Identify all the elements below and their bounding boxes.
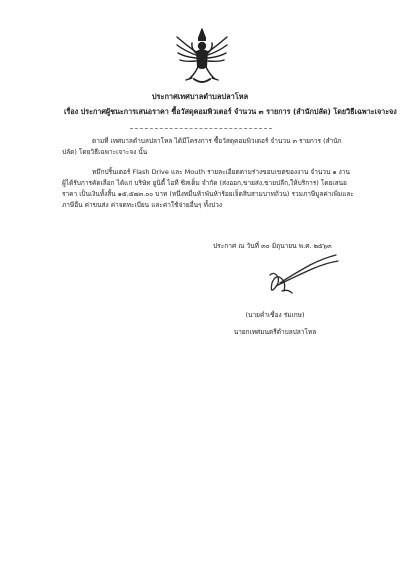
signer-name: (นายคำเชื่อง ร่มเกษ): [245, 311, 305, 319]
subject-label: เรื่อง: [64, 107, 79, 116]
garuda-emblem-icon: [174, 27, 230, 85]
body-paragraph-1: ตามที่ เทศบาลตำบลปลาโหล ได้มีโครงการ ซื้อวัสดุคอมพิวเตอร์ จำนวน ๓ รายการ (สำนักปลัด) โดยวิธีเฉพาะเจาะจง นั้น: [62, 137, 342, 156]
subject-text: ประกาศผู้ชนะการเสนอราคา ซื้อวัสดุคอมพิวเตอร์ จำนวน ๓ รายการ (สำนักปลัด) โดยวิธีเฉพาะเจาะจง: [80, 107, 397, 116]
announcement-date: ประกาศ ณ วันที่ ๓๐ มิถุนายน พ.ศ. ๒๕๖๓: [213, 242, 332, 250]
body-paragraph-2: หมึกปริ้นเตอร์ Flash Drive และ Mouth รายละเอียดตามร่างขอบเขตของงาน จำนวน ๑ งาน ผู้ได้รับการคัดเลือก ได้แก่ บริษัท ยูนิตี้ ไอที ซิสเต็ม จำกัด (ส่งออก,ขายส่ง,ขายปลีก,ให้บริการ) โดยเสนอราคา เป็นเงินทั้งสิ้น ๑๕,๕๗๓.๐๐ บาท (หนึ่งหมื่นห้าพันห้าร้อยเจ็ดสิบสามบาทถ้วน) รวมภาษีมูลค่าเพิ่มและภาษีอื่น ค่าขนส่ง ค่าจดทะเบียน และค่าใช้จ่ายอื่นๆ ทั้งปวง: [62, 168, 354, 209]
organization-title: ประกาศเทศบาลตำบลปลาโหล: [151, 92, 249, 101]
handwritten-signature: [262, 253, 340, 297]
divider: [130, 128, 272, 129]
signer-position: นายกเทศมนตรีตำบลปลาโหล: [233, 328, 317, 336]
subject-line: [64, 107, 397, 118]
